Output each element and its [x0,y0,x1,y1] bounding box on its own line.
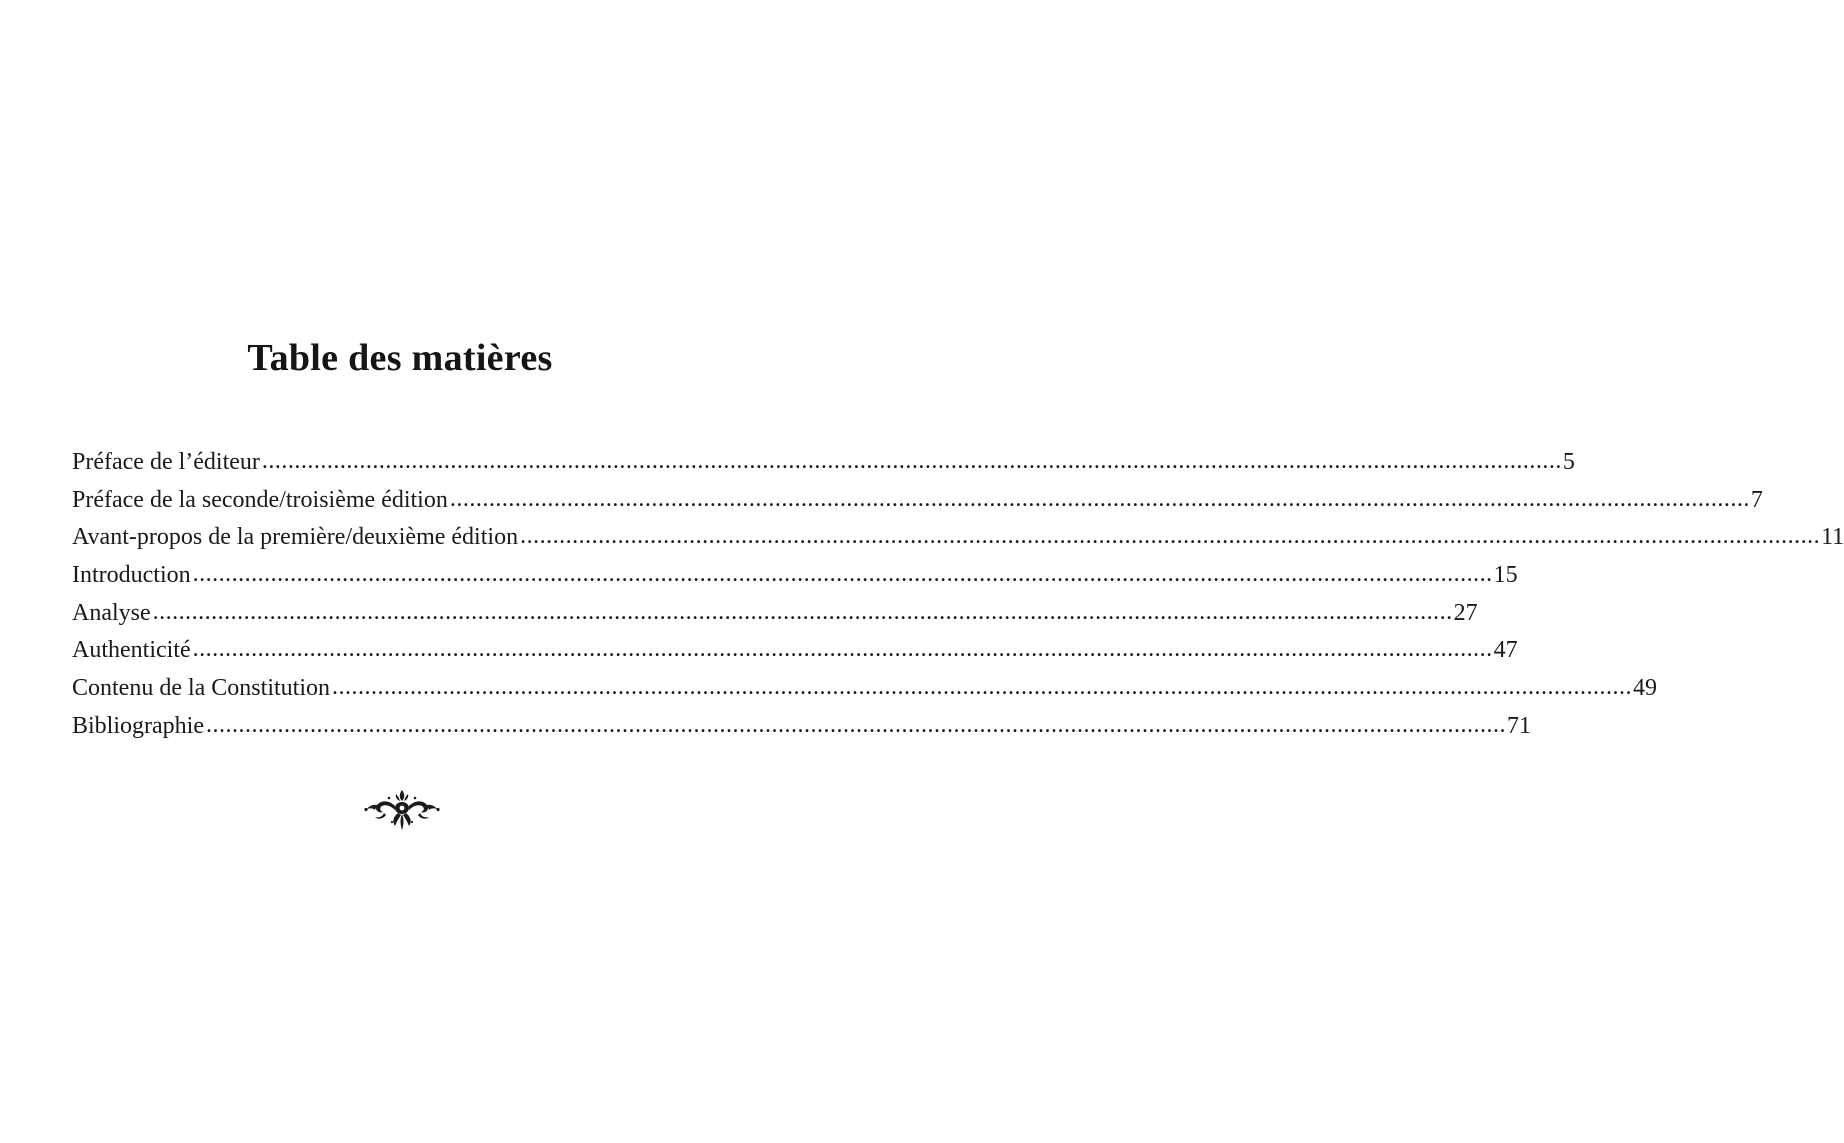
toc-entry-label: Contenu de la Constitution [72,675,330,702]
toc-dot-leader: ........................................................................................................................................................................................................ [192,636,1493,663]
toc-entry [72,670,1657,708]
toc-entry-page-number: 15 [1493,562,1518,589]
fleuron-ornament-icon [362,784,442,834]
table-of-contents [72,444,1844,746]
toc-entry [72,519,1844,557]
toc-entry [72,595,1478,633]
toc-entry [72,444,1575,482]
toc-entry-page-number: 5 [1562,449,1575,475]
toc-entry-label: Préface de la seconde/troisième édition [72,486,448,513]
toc-entry-label: Bibliographie [72,712,204,739]
toc-dot-leader: ........................................................................................................................................................................................................ [261,448,1562,474]
toc-dot-leader: ........................................................................................................................................................................................................ [520,523,1821,550]
toc-entry-page-number: 71 [1506,712,1531,739]
toc-entry-page-number: 47 [1493,637,1518,664]
toc-dot-leader: ........................................................................................................................................................................................................ [449,485,1750,512]
toc-entry-label: Introduction [72,562,191,589]
toc-entry-label: Avant-propos de la première/deuxième édition [72,524,519,551]
toc-entry [72,482,1763,520]
toc-dot-leader: ........................................................................................................................................................................................................ [152,598,1453,625]
toc-entry-page-number: 11 [1821,524,1844,551]
page-title: Table des matières [247,337,553,379]
toc-entry-page-number: 7 [1750,486,1763,513]
toc-entry-label: Préface de l’éditeur [72,449,260,475]
toc-dot-leader: ........................................................................................................................................................................................................ [192,561,1493,588]
toc-dot-leader: ........................................................................................................................................................................................................ [332,674,1632,701]
toc-entry [72,557,1518,595]
toc-entry [72,632,1518,670]
toc-entry-page-number: 49 [1633,675,1657,702]
toc-entry-label: Analyse [72,599,151,626]
toc-entry [72,708,1531,746]
toc-entry-page-number: 27 [1453,599,1478,626]
toc-entry-label: Authenticité [72,637,191,664]
toc-dot-leader: ........................................................................................................................................................................................................ [205,711,1506,738]
